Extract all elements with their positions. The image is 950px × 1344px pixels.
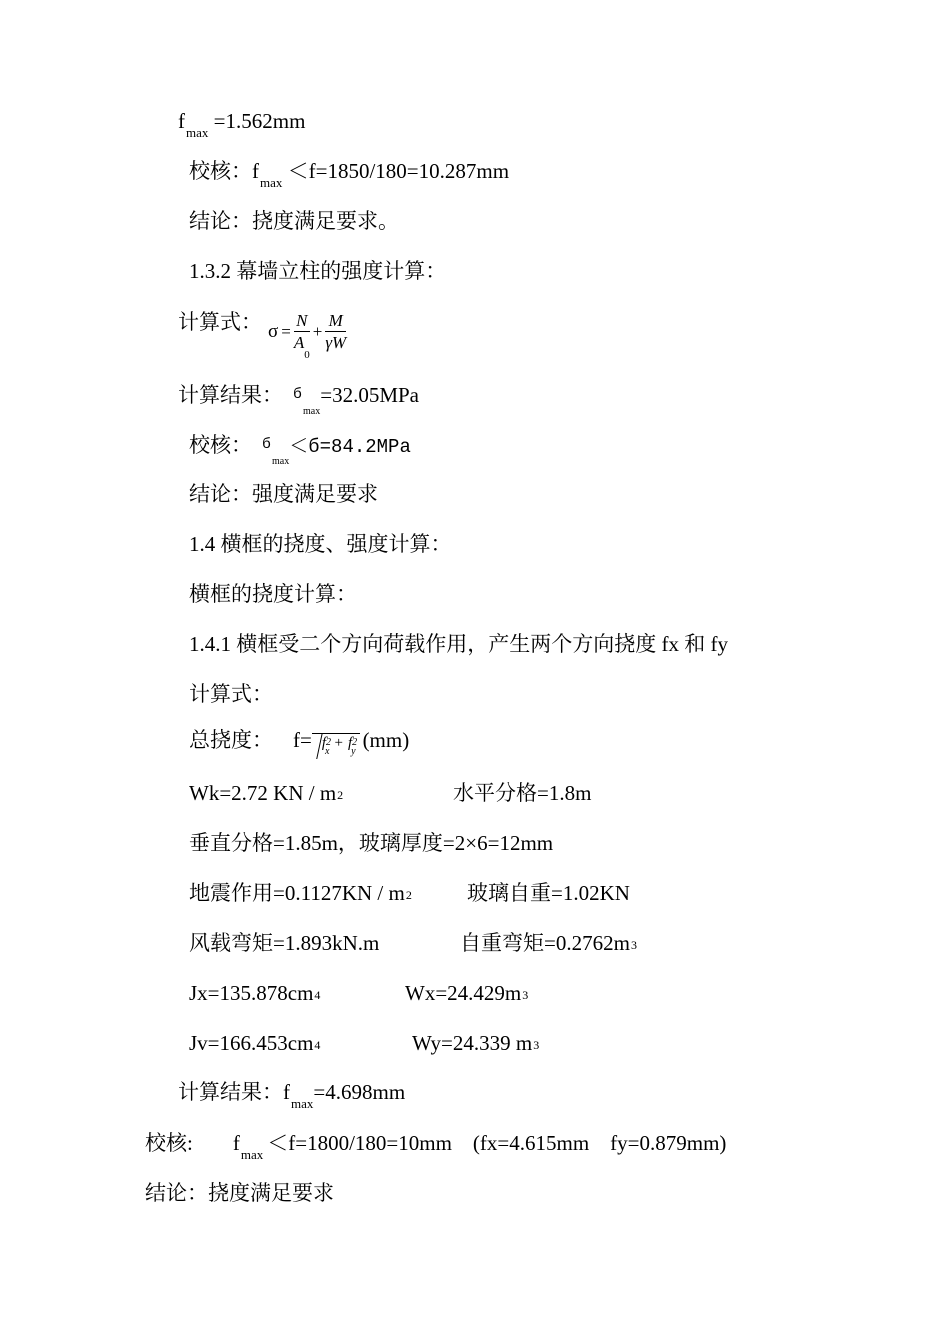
deflection-check-line bbox=[145, 1131, 727, 1162]
section-heading-1-4: 1.4 横框的挠度、强度计算： bbox=[189, 532, 452, 556]
denominator-a: A bbox=[293, 333, 305, 352]
value-text: =1.562mm bbox=[208, 109, 306, 133]
numerator: N bbox=[294, 312, 310, 332]
seismic-line bbox=[189, 883, 412, 904]
plus-sign: + bbox=[334, 735, 343, 752]
denominator bbox=[293, 332, 310, 361]
check-deflection-line bbox=[189, 159, 510, 190]
denominator: γW bbox=[325, 333, 347, 352]
value-text: Wk=2.72 KN / m bbox=[189, 781, 337, 805]
total-deflection-formula-line bbox=[189, 728, 410, 758]
label-text: 计算式： bbox=[178, 310, 262, 334]
numerator: M bbox=[325, 312, 346, 332]
value-text: Jv=166.453cm bbox=[189, 1031, 314, 1055]
jx-text bbox=[189, 983, 320, 1004]
label-text: 总挠度： bbox=[189, 728, 273, 752]
final-conclusion-line: 结论：挠度满足要求 bbox=[145, 1181, 334, 1205]
subscript-max: max bbox=[272, 456, 290, 467]
value-text: ＜f=1800/180=10mm (fx=4.615mm fy=0.879mm) bbox=[267, 1131, 727, 1155]
subscript-0: 0 bbox=[304, 349, 310, 361]
superscript-2: 2 bbox=[337, 788, 344, 802]
subscript-max: max bbox=[291, 1096, 314, 1111]
value-text: Wy=24.339 m bbox=[412, 1031, 533, 1055]
f-equals: f= bbox=[293, 728, 312, 752]
wx-text bbox=[405, 983, 528, 1004]
superscript-2: 2 bbox=[405, 888, 412, 902]
label-text: 校核： bbox=[189, 159, 252, 183]
formula-label-line: 计算式： bbox=[189, 682, 273, 706]
subscript-max: max bbox=[186, 125, 209, 140]
section-heading-1-4-1: 1.4.1 横框受二个方向荷载作用，产生两个方向挠度 fx 和 fy bbox=[189, 632, 728, 656]
superscript-3: 3 bbox=[522, 988, 529, 1002]
label-text: 计算结果： bbox=[178, 1080, 283, 1104]
value-text: =4.698mm bbox=[313, 1080, 406, 1104]
stress-check-line bbox=[189, 433, 411, 467]
fmax-value-line bbox=[178, 109, 306, 140]
value-text: 地震作用=0.1127KN / m bbox=[189, 881, 405, 905]
vertical-grid-line: 垂直分格=1.85m，玻璃厚度=2×6=12mm bbox=[189, 831, 554, 855]
value-text: =32.05MPa bbox=[320, 383, 419, 407]
value-text: 自重弯矩=0.2762m bbox=[460, 931, 630, 955]
subscript-max: max bbox=[260, 175, 283, 190]
section-heading-1-3-2: 1.3.2 幕墙立柱的强度计算： bbox=[189, 259, 447, 283]
label-text: 校核： bbox=[189, 433, 252, 457]
label-text: 计算结果： bbox=[178, 383, 283, 407]
fraction-n-over-a0 bbox=[293, 311, 310, 361]
symbol-f: f bbox=[178, 109, 185, 133]
wy-text bbox=[412, 1033, 539, 1054]
fraction-m-over-gamma-w bbox=[325, 312, 346, 351]
plus-sign: + bbox=[312, 322, 323, 341]
sqrt-expression bbox=[312, 733, 360, 758]
self-weight-moment-text bbox=[460, 933, 637, 954]
stress-formula-line bbox=[178, 310, 347, 361]
jv-text bbox=[189, 1033, 320, 1054]
unit-text: (mm) bbox=[362, 728, 410, 752]
subscript-y: y bbox=[351, 746, 356, 758]
term-f: f bbox=[321, 735, 327, 752]
glass-weight-text: 玻璃自重=1.02KN bbox=[467, 881, 630, 905]
subscript-x: x bbox=[325, 746, 330, 758]
value-text: Wx=24.429m bbox=[405, 981, 522, 1005]
symbol-f: f bbox=[283, 1080, 290, 1104]
sigma-symbol: б bbox=[262, 436, 272, 453]
value-text: ＜б=84.2MPa bbox=[289, 436, 411, 458]
equals-sign: = bbox=[281, 322, 291, 341]
value-text: ＜f=1850/180=10.287mm bbox=[282, 159, 510, 183]
sigma-symbol: σ bbox=[268, 321, 279, 342]
power-2: 2 bbox=[352, 737, 358, 749]
stress-result-line bbox=[178, 383, 419, 417]
sigma-symbol: б bbox=[293, 386, 303, 403]
term-f: f bbox=[347, 735, 353, 752]
superscript-4: 4 bbox=[314, 1038, 321, 1052]
deflection-result-line bbox=[178, 1080, 406, 1111]
subscript-max: max bbox=[240, 1147, 264, 1162]
wind-load-line bbox=[189, 783, 343, 804]
symbol-f: f bbox=[252, 159, 259, 183]
label-text: 校核: bbox=[145, 1131, 193, 1155]
superscript-3: 3 bbox=[533, 1038, 540, 1052]
power-2: 2 bbox=[326, 737, 332, 749]
conclusion-line: 结论：挠度满足要求。 bbox=[189, 209, 399, 233]
superscript-3: 3 bbox=[630, 938, 637, 952]
wind-moment-text: 风载弯矩=1.893kN.m bbox=[189, 931, 380, 955]
subscript-max: max bbox=[303, 406, 321, 417]
conclusion-line: 结论：强度满足要求 bbox=[189, 482, 378, 506]
horizontal-grid-text: 水平分格=1.8m bbox=[453, 781, 592, 805]
value-text: Jx=135.878cm bbox=[189, 981, 314, 1005]
superscript-4: 4 bbox=[314, 988, 321, 1002]
subheading-line: 横框的挠度计算： bbox=[189, 582, 357, 606]
symbol-f: f bbox=[232, 1131, 240, 1155]
